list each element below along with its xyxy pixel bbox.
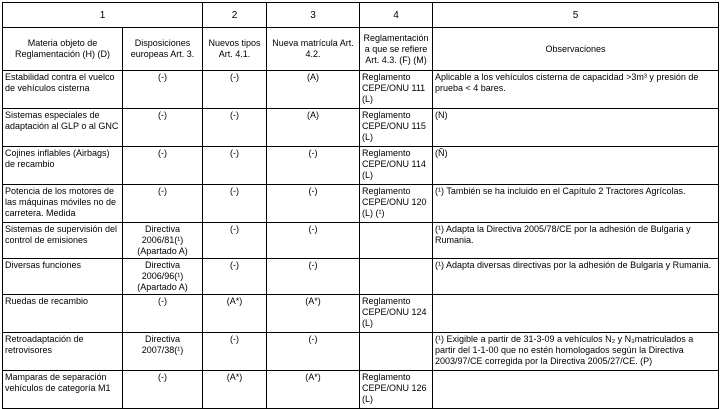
cell-nueva-matricula: (A) [267, 71, 360, 109]
table-row [3, 371, 719, 409]
cell-nuevos-tipos: (-) [203, 223, 267, 259]
header-nueva-matricula: Nueva matrícula Art. 4.2. [267, 28, 360, 71]
column-number-1: 1 [3, 3, 203, 28]
cell-nuevos-tipos: (-) [203, 259, 267, 295]
cell-observaciones: (¹) Adapta la Directiva 2005/78/CE por la adhesión de Bulgaria y Rumania. [433, 223, 719, 259]
cell-reglamentacion [360, 259, 433, 295]
cell-nueva-matricula: (A*) [267, 295, 360, 333]
column-number-5: 5 [433, 3, 719, 28]
table-row [3, 295, 719, 333]
cell-disposiciones: (-) [123, 371, 203, 409]
header-nuevos-tipos: Nuevos tipos Art. 4.1. [203, 28, 267, 71]
cell-reglamentacion [360, 223, 433, 259]
cell-observaciones: (N) [433, 109, 719, 147]
column-header-row [3, 28, 719, 71]
column-number-row [3, 3, 719, 28]
cell-reglamentacion: Reglamento CEPE/ONU 124 (L) [360, 295, 433, 333]
cell-nueva-matricula: (-) [267, 223, 360, 259]
cell-disposiciones: Directiva 2006/96(¹) (Apartado A) [123, 259, 203, 295]
header-observaciones: Observaciones [433, 28, 719, 71]
header-disposiciones: Disposiciones europeas Art. 3. [123, 28, 203, 71]
cell-nuevos-tipos: (-) [203, 109, 267, 147]
table-row [3, 71, 719, 109]
cell-nueva-matricula: (-) [267, 259, 360, 295]
cell-nuevos-tipos: (-) [203, 71, 267, 109]
column-number-3: 3 [267, 3, 360, 28]
cell-disposiciones: (-) [123, 71, 203, 109]
cell-nueva-matricula: (A*) [267, 371, 360, 409]
cell-materia: Potencia de los motores de las máquinas móviles no de carretera. Medida [3, 185, 123, 223]
cell-materia: Cojines inflables (Airbags) de recambio [3, 147, 123, 185]
cell-reglamentacion: Reglamento CEPE/ONU 115 (L) [360, 109, 433, 147]
cell-nuevos-tipos: (-) [203, 147, 267, 185]
cell-nuevos-tipos: (A*) [203, 371, 267, 409]
header-reglamentacion: Reglamentación a que se refiere Art. 4.3. (F) (M) [360, 28, 433, 71]
cell-nueva-matricula: (-) [267, 185, 360, 223]
column-number-4: 4 [360, 3, 433, 28]
cell-materia: Sistemas de supervisión del control de emisiones [3, 223, 123, 259]
table-row [3, 185, 719, 223]
cell-observaciones: (¹) Adapta diversas directivas por la adhesión de Bulgaria y Rumania. [433, 259, 719, 295]
cell-disposiciones: Directiva 2007/38(¹) [123, 333, 203, 371]
cell-observaciones [433, 295, 719, 333]
cell-observaciones: (¹) También se ha incluido en el Capítulo 2 Tractores Agrícolas. [433, 185, 719, 223]
table-row [3, 147, 719, 185]
cell-nueva-matricula: (A) [267, 109, 360, 147]
cell-disposiciones: (-) [123, 109, 203, 147]
cell-disposiciones: Directiva 2006/81(¹) (Apartado A) [123, 223, 203, 259]
cell-materia: Retroadaptación de retrovisores [3, 333, 123, 371]
cell-materia: Ruedas de recambio [3, 295, 123, 333]
cell-materia: Diversas funciones [3, 259, 123, 295]
cell-reglamentacion: Reglamento CEPE/ONU 126 (L) [360, 371, 433, 409]
table-row [3, 223, 719, 259]
header-materia: Materia objeto de Reglamentación (H) (D) [3, 28, 123, 71]
cell-reglamentacion: Reglamento CEPE/ONU 111 (L) [360, 71, 433, 109]
cell-materia: Sistemas especiales de adaptación al GLP o al GNC [3, 109, 123, 147]
cell-disposiciones: (-) [123, 147, 203, 185]
cell-nueva-matricula: (-) [267, 147, 360, 185]
cell-nuevos-tipos: (-) [203, 333, 267, 371]
cell-reglamentacion: Reglamento CEPE/ONU 114 (L) [360, 147, 433, 185]
cell-disposiciones: (-) [123, 295, 203, 333]
cell-materia: Mamparas de separación vehículos de categoría M1 [3, 371, 123, 409]
cell-nueva-matricula: (-) [267, 333, 360, 371]
cell-observaciones [433, 371, 719, 409]
cell-materia: Estabilidad contra el vuelco de vehículos cisterna [3, 71, 123, 109]
cell-nuevos-tipos: (-) [203, 185, 267, 223]
regulation-table [2, 2, 719, 409]
cell-observaciones: Aplicable a los vehículos cisterna de capacidad >3m³ y presión de prueba < 4 bares. [433, 71, 719, 109]
table-row [3, 109, 719, 147]
cell-disposiciones: (-) [123, 185, 203, 223]
cell-reglamentacion [360, 333, 433, 371]
cell-reglamentacion: Reglamento CEPE/ONU 120 (L) (¹) [360, 185, 433, 223]
cell-nuevos-tipos: (A*) [203, 295, 267, 333]
column-number-2: 2 [203, 3, 267, 28]
cell-observaciones: (Ñ) [433, 147, 719, 185]
cell-observaciones: (¹) Exigible a partir de 31-3-09 a vehículos N₂ y N₃matriculados a partir del 1-1-00 que no estén homologados según la Directiva 2003/97/CE corregida por la Directiva 2005/27/CE. (P) [433, 333, 719, 371]
table-row [3, 259, 719, 295]
table-row [3, 333, 719, 371]
